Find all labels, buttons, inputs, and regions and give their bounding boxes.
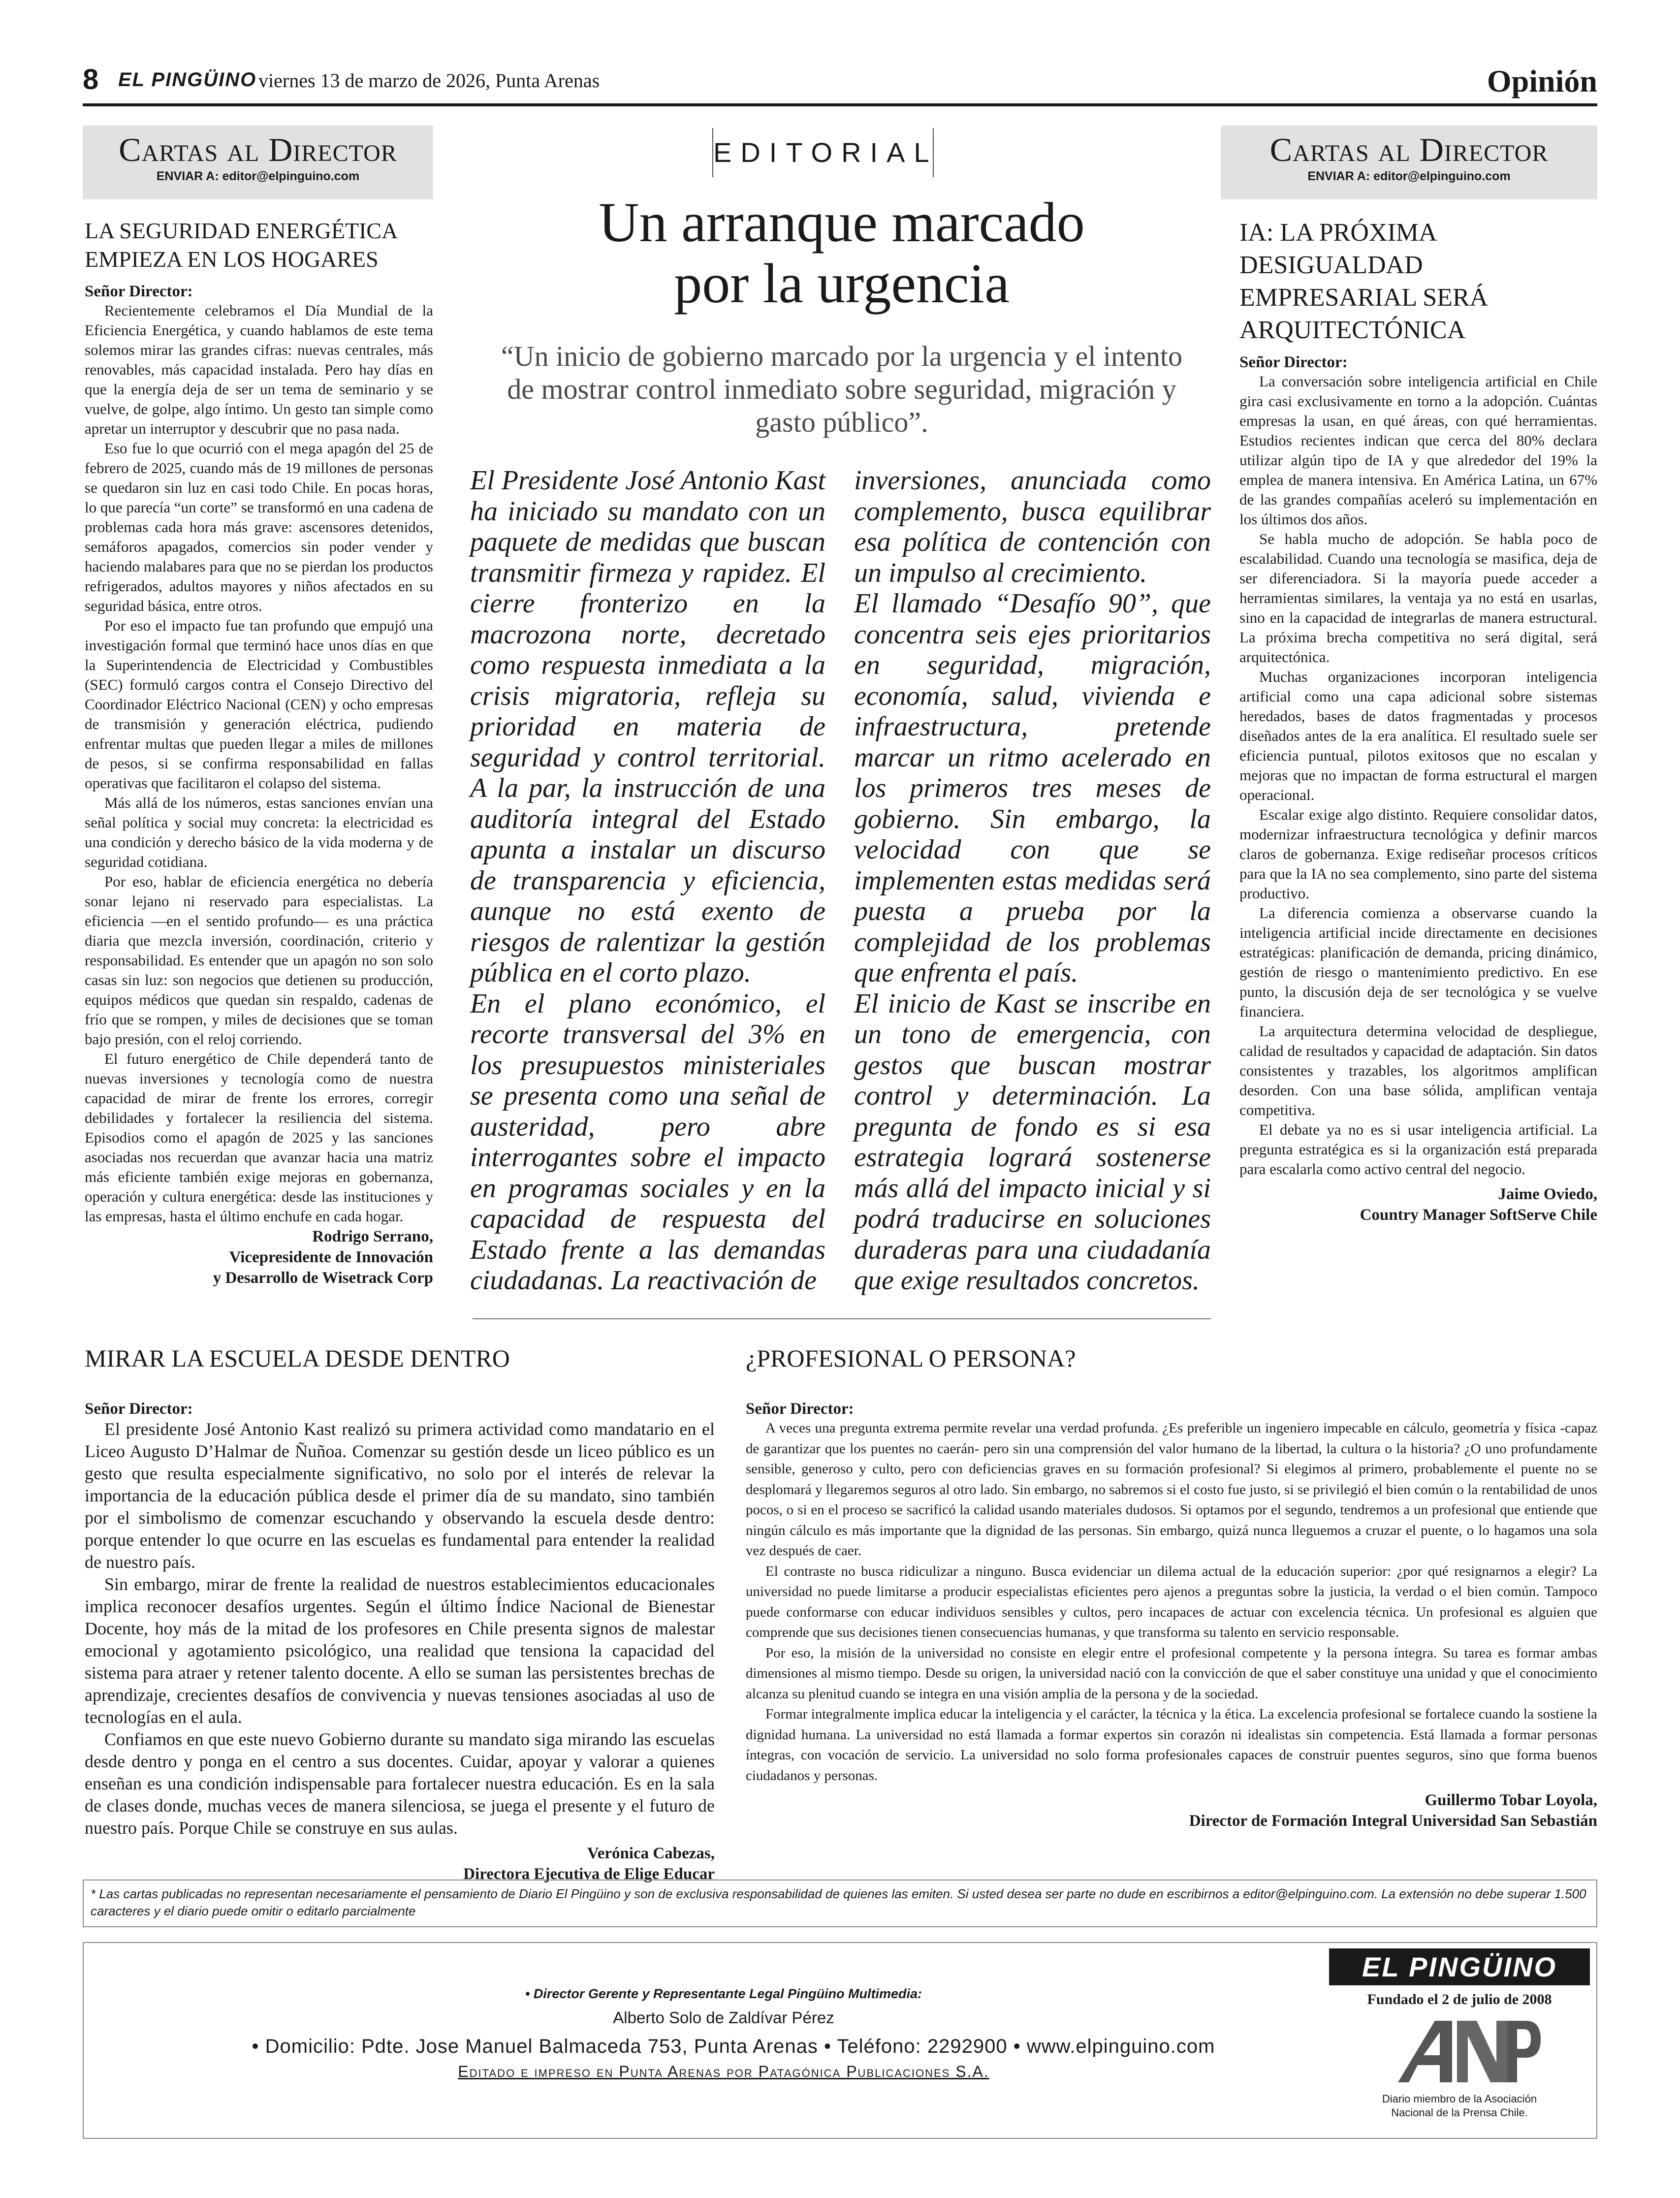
- section-title: Opinión: [1487, 64, 1597, 98]
- letter-headline: LA SEGURIDAD ENERGÉTICA EMPIEZA EN LOS HOGARES: [85, 218, 397, 272]
- letter-greeting: Señor Director:: [85, 283, 193, 300]
- footer-director-label: • Director Gerente y Representante Legal Pingüino Multimedia:: [525, 1986, 922, 2001]
- signature-title: Country Manager SoftServe Chile: [1360, 1206, 1597, 1224]
- signature-title: Directora Ejecutiva de Elige Educar: [463, 1865, 715, 1883]
- cartas-title: Cartas al Director: [119, 131, 397, 168]
- letter-greeting: Señor Director:: [85, 1400, 193, 1418]
- footer-address: • Domicilio: Pdte. Jose Manuel Balmaceda 753, Punta Arenas • Teléfono: 2292900 • www.elpinguino.com: [252, 2036, 1215, 2057]
- paragraph: Muchas organizaciones incorporan inteligencia artificial como una capa adicional sobre sistemas heredados, bases de datos fragmentadas y procesos diseñados antes de la era analítica. El resultado suele ser eficiencia puntual, pilotos exitosos que no escalan y mejoras que no impactan de forma estructural el margen operacional.: [1239, 668, 1597, 803]
- anp-caption-line: Nacional de la Prensa Chile.: [1391, 2106, 1528, 2119]
- paragraph: El Presidente José Antonio Kast ha iniciado su mandato con un paquete de medidas que buscan transmitir firmeza y rapidez. El cierre fronterizo en la macrozona norte, decretado como respuesta inmediata a la crisis migratoria, refleja su prioridad en materia de seguridad y control territorial. A la par, la instrucción de una auditoría integral del Estado apunta a instalar un discurso de transparencia y eficiencia, aunque no está exento de riesgos de ralentizar la gestión pública en el corto plazo.: [470, 465, 825, 988]
- paragraph: Más allá de los números, estas sanciones envían una señal política y social muy concreta: la electricidad es una condición y derecho básico de la vida moderna y de seguridad cotidiana.: [85, 794, 433, 870]
- cartas-box-right: [1221, 126, 1597, 199]
- cartas-email: ENVIAR A: editor@elpinguino.com: [156, 169, 360, 183]
- letter-body: [746, 1418, 1597, 1786]
- paragraph: Por eso el impacto fue tan profundo que empujó una investigación formal que terminó hace unos días en que la Superintendencia de Electricidad y Combustibles (SEC) formuló cargos contra el Consejo Directivo del Coordinador Eléctrico Nacional (CEN) y ocho empresas de transmisión y generación eléctrica, pudiendo enfrentar multas que pueden llegar a miles de millones de pesos, si se confirma responsabilidad en fallas operativas que facilitaron el colapso del sistema.: [85, 617, 433, 792]
- paragraph: El inicio de Kast se inscribe en un tono de emergencia, con gestos que buscan mostrar control y determinación. La pregunta de fondo es si esa estrategia logrará sostenerse más allá del impacto inicial y si podrá traducirse en soluciones duraderas para una ciudadanía que exige resultados concretos.: [854, 988, 1211, 1296]
- letter-headline: IA: LA PRÓXIMA DESIGUALDAD EMPRESARIAL SERÁ ARQUITECTÓNICA: [1239, 219, 1489, 344]
- editorial-title-line: Un arranque marcado: [599, 191, 1085, 254]
- paragraph: La arquitectura determina velocidad de despliegue, calidad de resultados y capacidad de adaptación. Sin datos consistentes y trazables, los algoritmos amplifican desorden. Con una base sólida, amplifican ventaja competitiva.: [1239, 1022, 1597, 1118]
- letter-signature: [746, 1790, 1597, 1831]
- paragraph: El contraste no busca ridiculizar a ninguno. Busca evidenciar un dilema actual de la educación superior: ¿por qué resignarnos a elegir? La universidad no puede limitarse a producir especialistas eficientes pero ajenos a preguntas sobre la justicia, la verdad o el bien común. Tampoco puede conformarse con educar individuos sensibles y cultos, pero incapaces de actuar con excelencia técnica. Un profesional es alguien que comprende que sus decisiones tienen consecuencias humanas, y que transforma su talento en servicio responsable.: [746, 1563, 1597, 1640]
- signature-name: Guillermo Tobar Loyola,: [1425, 1791, 1597, 1809]
- disclaimer: * Las cartas publicadas no representan necesariamente el pensamiento de Diario El Pingüino y son de exclusiva responsabilidad de quienes las emiten. Si usted desea ser parte no dude en escribirnos a editor@elpinguino.com. La extensión no debe superar 1.500 caracteres y el diario puede omitir o editarlo parcialmente: [83, 1879, 1597, 1927]
- signature-title: Director de Formación Integral Universidad San Sebastián: [1189, 1812, 1597, 1830]
- footer-logo: EL PINGÜINO: [1329, 1948, 1590, 1985]
- editorial-column-1: [470, 465, 825, 1296]
- letter-greeting: Señor Director:: [746, 1400, 854, 1418]
- letter-greeting: Señor Director:: [1239, 353, 1348, 371]
- paragraph: Confiamos en que este nuevo Gobierno durante su mandato siga mirando las escuelas desde dentro y ponga en el centro a sus docentes. Cuidar, apoyar y valorar a quienes enseñan es una condición indispensable para fortalecer nuestra educación. Es en la sala de clases donde, muchas veces de manera silenciosa, se juega el presente y el futuro de nuestro país. Porque Chile se construye en sus aulas.: [85, 1729, 715, 1838]
- paragraph: Por eso, hablar de eficiencia energética no debería sonar lejano ni reservado para especialistas. La eficiencia —en el sentido profundo— es una práctica diaria que mezcla inversión, coordinación, criterio y responsabilidad. Es entender que un apagón no son solo casas sin luz: son negocios que detienen su producción, equipos médicos que quedan sin respaldo, cadenas de frío que se rompen, y miles de decisiones que se toman bajo presión, con el reloj corriendo.: [85, 873, 433, 1048]
- paragraph: Formar integralmente implica educar la inteligencia y el carácter, la técnica y la ética. La excelencia profesional se fortalece cuando la sostiene la dignidad humana. La universidad no está llamada a formar expertos sin corazón ni idealistas sin competencia. Está llamada a formar personas íntegras, con vocación de servicio. La universidad no solo forma profesionales capaces de construir puentes seguros, sino que forma buenos ciudadanos y personas.: [746, 1706, 1597, 1784]
- paragraph: Escalar exige algo distinto. Requiere consolidar datos, modernizar infraestructura tecnológica y definir marcos claros de gobernanza. Exige rediseñar procesos críticos para que la IA no sea complemento, sino parte del sistema productivo.: [1239, 806, 1597, 902]
- signature-title: y Desarrollo de Wisetrack Corp: [213, 1269, 433, 1287]
- paragraph: A veces una pregunta extrema permite revelar una verdad profunda. ¿Es preferible un ingeniero impecable en cálculo, geometría y física -capaz de garantizar que los puentes no caerán- pero sin una comprensión del valor humano de la libertad, la cultura o la historia? ¿O uno profundamente sensible, generoso y culto, pero con deficiencias graves en su formación profesional? Si elegimos al primero, probablemente el puente no se desplomará y llegaremos seguros al otro lado. Sin embargo, no sabremos si el costo fue justo, si se privilegió el bien común o la rentabilidad de unos pocos, o si en el proceso se sacrificó la calidad usando materiales dudosos. Si optamos por el segundo, tendremos a un profesional que entiende que ningún cálculo es más importante que la dignidad de las personas. Sin embargo, quizá nunca lleguemos a cruzar el puente, o lo hagamos una sola vez después de caer.: [746, 1420, 1597, 1559]
- letter-signature: [1239, 1184, 1597, 1225]
- letter-profesional: [746, 1344, 1597, 1831]
- paragraph: Recientemente celebramos el Día Mundial de la Eficiencia Energética, y cuando hablamos de este tema solemos mirar las grandes cifras: nuevas centrales, más renovables, más capacidad instalada. Pero hay días en que la energía deja de ser un tema de seminario y se vuelve, de golpe, algo íntimo. Un gesto tan simple como apretar un interruptor y descubrir que no pasa nada.: [85, 302, 433, 437]
- letter-body: [85, 1418, 715, 1839]
- masthead-logo: EL PINGÜINO: [118, 69, 257, 91]
- paragraph: La diferencia comienza a observarse cuando la inteligencia artificial incide directamente en decisiones estratégicas: planificación de demanda, pricing dinámico, gestión de riesgo o mantenimiento predictivo. En ese punto, la discusión deja de ser tecnológica y se vuelve financiera.: [1239, 904, 1597, 1020]
- cartas-email: ENVIAR A: editor@elpinguino.com: [1307, 169, 1511, 183]
- anp-caption-line: Diario miembro de la Asociación: [1382, 2093, 1537, 2105]
- signature-title: Vicepresidente de Innovación: [229, 1248, 433, 1266]
- editorial-title-line: por la urgencia: [674, 252, 1010, 315]
- paragraph: En el plano económico, el recorte transversal del 3% en los presupuestos ministeriales se presenta como una señal de austeridad, pero abre interrogantes sobre el impacto en programas sociales y en la capacidad de respuesta del Estado frente a las demandas ciudadanas. La reactivación de: [470, 988, 825, 1296]
- paragraph: El llamado “Desafío 90”, que concentra seis ejes prioritarios en seguridad, migración, economía, salud, vivienda e infraestructura, pretende marcar un ritmo acelerado en los primeros tres meses de gobierno. Sin embargo, la velocidad con que se implementen estas medidas será puesta a prueba por la complejidad de los problemas que enfrenta el país.: [854, 588, 1211, 988]
- signature-name: Jaime Oviedo,: [1498, 1185, 1597, 1203]
- paragraph: Eso fue lo que ocurrió con el mega apagón del 25 de febrero de 2025, cuando más de 19 millones de personas se quedaron sin luz en casi todo Chile. En pocas horas, lo que parecía “un corte” se transformó en una cadena de problemas cada hora más grave: ascensores detenidos, semáforos apagados, comercios sin poder vender y haciendo malabares para que no se pierdan los productos refrigerados, adultos mayores y niños afectados en su seguridad básica, entre otros.: [85, 440, 433, 614]
- paragraph: Sin embargo, mirar de frente la realidad de nuestros establecimientos educacionales implica reconocer desafíos urgentes. Según el último Índice Nacional de Bienestar Docente, hoy más de la mitad de los profesores en Chile presenta signos de malestar emocional y agotamiento psicológico, una realidad que tensiona la capacidad del sistema para atraer y retener talento docente. A ello se suman las persistentes brechas de aprendizaje, crecientes desafíos de convivencia y nuevas tensiones asociadas al uso de tecnologías en el aula.: [85, 1574, 715, 1727]
- paragraph: La conversación sobre inteligencia artificial en Chile gira casi exclusivamente en torno a la adopción. Cuántas empresas la usan, en qué áreas, con qué herramientas. Estudios recientes indican que cerca del 80% declara utilizar algún tipo de IA y que alrededor del 19% la emplea de manera intensiva. En América Latina, un 67% de las grandes compañías aceleró su implementación en los últimos dos años.: [1239, 373, 1597, 528]
- letter-right: [1239, 217, 1597, 1225]
- anp-logo-icon: [1378, 2013, 1541, 2087]
- editorial-lead: “Un inicio de gobierno marcado por la urgencia y el intento de mostrar control inmediato sobre seguridad, migración y gasto público”.: [501, 340, 1182, 438]
- footer-director-name: Alberto Solo de Zaldívar Pérez: [613, 2008, 834, 2027]
- paragraph: El futuro energético de Chile dependerá tanto de nuevas inversiones y tecnología como de nuestra capacidad de mirar de frente los errores, corregir debilidades y fortalecer la resiliencia del sistema. Episodios como el apagón de 2025 y las sanciones asociadas nos recuerdan que avanzar hacia una matriz más eficiente también exige mejoras en gobernanza, operación y cultura energética: desde las instituciones y las empresas, hasta el último enchufe en cada hogar.: [85, 1050, 433, 1225]
- editorial-column-2: [854, 465, 1211, 1296]
- paragraph: inversiones, anunciada como complemento, busca equilibrar esa política de contención con un impulso al crecimiento.: [854, 465, 1211, 588]
- footer-founded: Fundado el 2 de julio de 2008: [1367, 1991, 1552, 2007]
- letter-body: [1239, 372, 1597, 1179]
- paragraph: Se habla mucho de adopción. Se habla poco de escalabilidad. Cuando una tecnología se masifica, deja de ser diferenciadora. Si la mayoría puede acceder a herramientas similares, la ventaja ya no está en usarlas, sino en la capacidad de integrarlas de manera estructural. La próxima brecha competitiva no será digital, será arquitectónica.: [1239, 530, 1597, 666]
- letter-headline: MIRAR LA ESCUELA DESDE DENTRO: [85, 1344, 510, 1372]
- editorial-label: EDITORIAL: [712, 128, 934, 177]
- letter-signature: [85, 1226, 433, 1288]
- paragraph: El presidente José Antonio Kast realizó su primera actividad como mandatario en el Liceo Augusto D’Halmar de Ñuñoa. Comenzar su gestión desde un liceo público es un gesto que resulta especialmente significativo, no solo por el interés de relevar la importancia de la educación pública desde el primer día de su mandato, sino también por el simbolismo de comenzar escuchando y observando la escuela desde dentro: porque entender lo que ocurre en las escuelas es fundamental para entender la realidad de nuestro país.: [85, 1419, 715, 1572]
- letter-signature: [85, 1843, 715, 1884]
- page-number: 8: [83, 64, 99, 96]
- anp-caption: [1329, 2092, 1590, 2120]
- cartas-title: Cartas al Director: [1269, 131, 1549, 168]
- letter-left: [85, 217, 433, 1288]
- paragraph: El debate ya no es si usar inteligencia artificial. La pregunta estratégica es si la organización está preparada para escalarla como activo central del negocio.: [1239, 1121, 1597, 1178]
- footer-printer: Editado e impreso en Punta Arenas por Patagónica Publicaciones S.A.: [458, 2063, 989, 2080]
- letter-headline: ¿PROFESIONAL O PERSONA?: [746, 1344, 1076, 1372]
- signature-name: Rodrigo Serrano,: [312, 1228, 433, 1245]
- letter-body: [85, 301, 433, 1226]
- signature-name: Verónica Cabezas,: [587, 1845, 715, 1862]
- editorial-title: [482, 192, 1201, 314]
- paragraph: Por eso, la misión de la universidad no consiste en elegir entre el profesional competente y la persona íntegra. Su tarea es formar ambas dimensiones al mismo tiempo. Desde su origen, la universidad nació con la convicción de que el saber constituye una unidad y que el conocimiento alcanza su plenitud cuando se integra en una visión amplia de la persona y de la sociedad.: [746, 1645, 1597, 1702]
- issue-date: viernes 13 de marzo de 2026, Punta Arenas: [258, 69, 600, 92]
- letter-escuela: [85, 1344, 715, 1884]
- cartas-box-left: [83, 126, 433, 199]
- header-rule: [83, 103, 1597, 106]
